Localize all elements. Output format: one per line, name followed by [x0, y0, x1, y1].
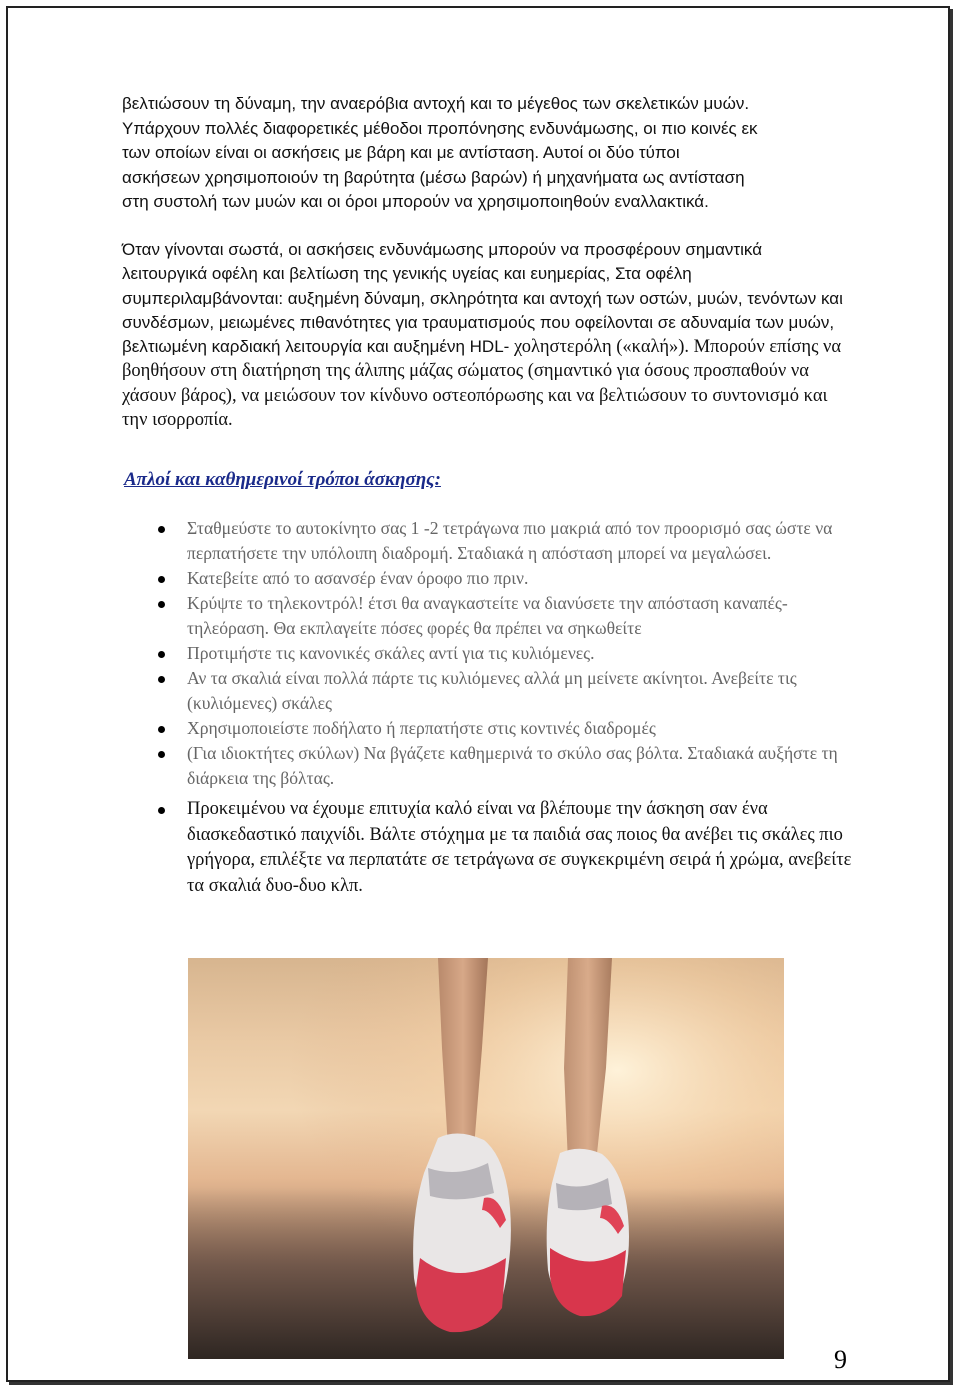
- tip-text: (Για ιδιοκτήτες σκύλων) Να βγάζετε καθημερινά το σκύλο σας βόλτα. Σταδιακά αυξήστε τη διάρκεια της βόλτας.: [187, 743, 838, 788]
- bullet-icon: [158, 651, 165, 658]
- list-item: [158, 641, 858, 666]
- list-item: [158, 797, 858, 899]
- tip-text: Χρησιμοποιείστε ποδήλατο ή περπατήστε στις κοντινές διαδρομές: [187, 718, 656, 738]
- intro-line: των οποίων είναι οι ασκήσεις με βάρη και με αντίσταση. Αυτοί οι δύο τύποι: [122, 143, 680, 162]
- list-item: [158, 566, 858, 591]
- list-item: [158, 516, 858, 566]
- running-shoes-illustration: [188, 958, 784, 1359]
- benefits-text-serif: χοληστερόλη («καλή»). Μπορούν επίσης να βοηθήσουν στη διατήρηση της άλιπης μάζας σώματος (σημαντικό για όσους προσπαθούν να χάσουν βάρος), να μειώσουν τον κίνδυνο οστεοπόρωσης και να βελτιώσουν το συντονισμό και την ισορροπία.: [122, 337, 842, 431]
- bullet-icon: [158, 807, 165, 814]
- intro-line: βελτιώσουν τη δύναμη, την αναερόβια αντοχή και το μέγεθος των σκελετικών μυών.: [122, 94, 750, 113]
- intro-line: Υπάρχουν πολλές διαφορετικές μέθοδοι προπόνησης ενδυνάμωσης, οι πιο κοινές εκ: [122, 118, 758, 138]
- benefits-paragraph: [122, 238, 844, 432]
- intro-line: στη συστολή των μυών και οι όροι μπορούν να χρησιμοποιηθούν εναλλακτικά.: [122, 192, 709, 211]
- intro-line: ασκήσεων χρησιμοποιούν τη βαρύτητα (μέσω βαρών) ή μηχανήματα ως αντίσταση: [122, 167, 745, 187]
- tip-text: Προτιμήστε τις κανονικές σκάλες αντί για τις κυλιόμενες.: [187, 643, 595, 663]
- running-shoes-photo: [188, 958, 784, 1359]
- intro-paragraph: [122, 92, 842, 215]
- document-page: [6, 6, 950, 1382]
- bullet-icon: [158, 526, 165, 533]
- tip-text: Κρύψτε το τηλεκοντρόλ! έτσι θα αναγκαστείτε να διανύσετε την απόσταση καναπές-τηλεόραση. Θα εκπλαγείτε πόσες φορές θα πρέπει να σηκωθείτε: [187, 593, 788, 638]
- list-item: [158, 666, 858, 716]
- section-heading: Απλοί και καθημερινοί τρόποι άσκησης:: [124, 469, 441, 490]
- list-item: [158, 591, 858, 641]
- bullet-icon: [158, 751, 165, 758]
- page-number: 9: [834, 1345, 847, 1374]
- list-item: [158, 716, 858, 741]
- bullet-icon: [158, 726, 165, 733]
- bullet-icon: [158, 601, 165, 608]
- tip-text: Κατεβείτε από το ασανσέρ έναν όροφο πιο πριν.: [187, 568, 529, 588]
- tip-text: Σταθμεύστε το αυτοκίνητο σας 1 -2 τετράγωνα πιο μακριά από τον προορισμό σας ώστε να περπατήσετε την υπόλοιπη διαδρομή. Σταδιακά η απόσταση μπορεί να μεγαλώσει.: [187, 518, 833, 563]
- bullet-icon: [158, 676, 165, 683]
- list-item: [158, 741, 858, 791]
- benefits-text-sans: Όταν γίνονται σωστά, οι ασκήσεις ενδυνάμωσης μπορούν να προσφέρουν σημαντικά λειτουργικά οφέλη και βελτίωση της γενικής υγείας και ευημερίας, Στα οφέλη συμπεριλαμβάνονται: αυξημένη δύναμη, σκληρότητα και αντοχή των οστών, μυών, τενόντων και συνδέσμων, μειωμένες πιθανότητες για τραυματισμούς που οφείλονται σε αδυναμία των μυών, βελτιωμένη καρδιακή λειτουργία και αυξημένη HDL-: [122, 240, 843, 357]
- tip-text: Αν τα σκαλιά είναι πολλά πάρτε τις κυλιόμενες αλλά μη μείνετε ακίνητοι. Ανεβείτε τις (κυλιόμενες) σκάλες: [187, 668, 797, 713]
- tips-list: [158, 516, 858, 899]
- tip-text: Προκειμένου να έχουμε επιτυχία καλό είναι να βλέπουμε την άσκηση σαν ένα διασκεδαστικό παιχνίδι. Βάλτε στόχημα με τα παιδιά σας ποιος θα ανέβει τις σκάλες πιο γρήγορα, επιλέξτε να περπατάτε σε τετράγωνα σε συγκεκριμένη σειρά ή χρώμα, ανεβείτε τα σκαλιά δυο-δυο κλπ.: [187, 799, 852, 896]
- bullet-icon: [158, 576, 165, 583]
